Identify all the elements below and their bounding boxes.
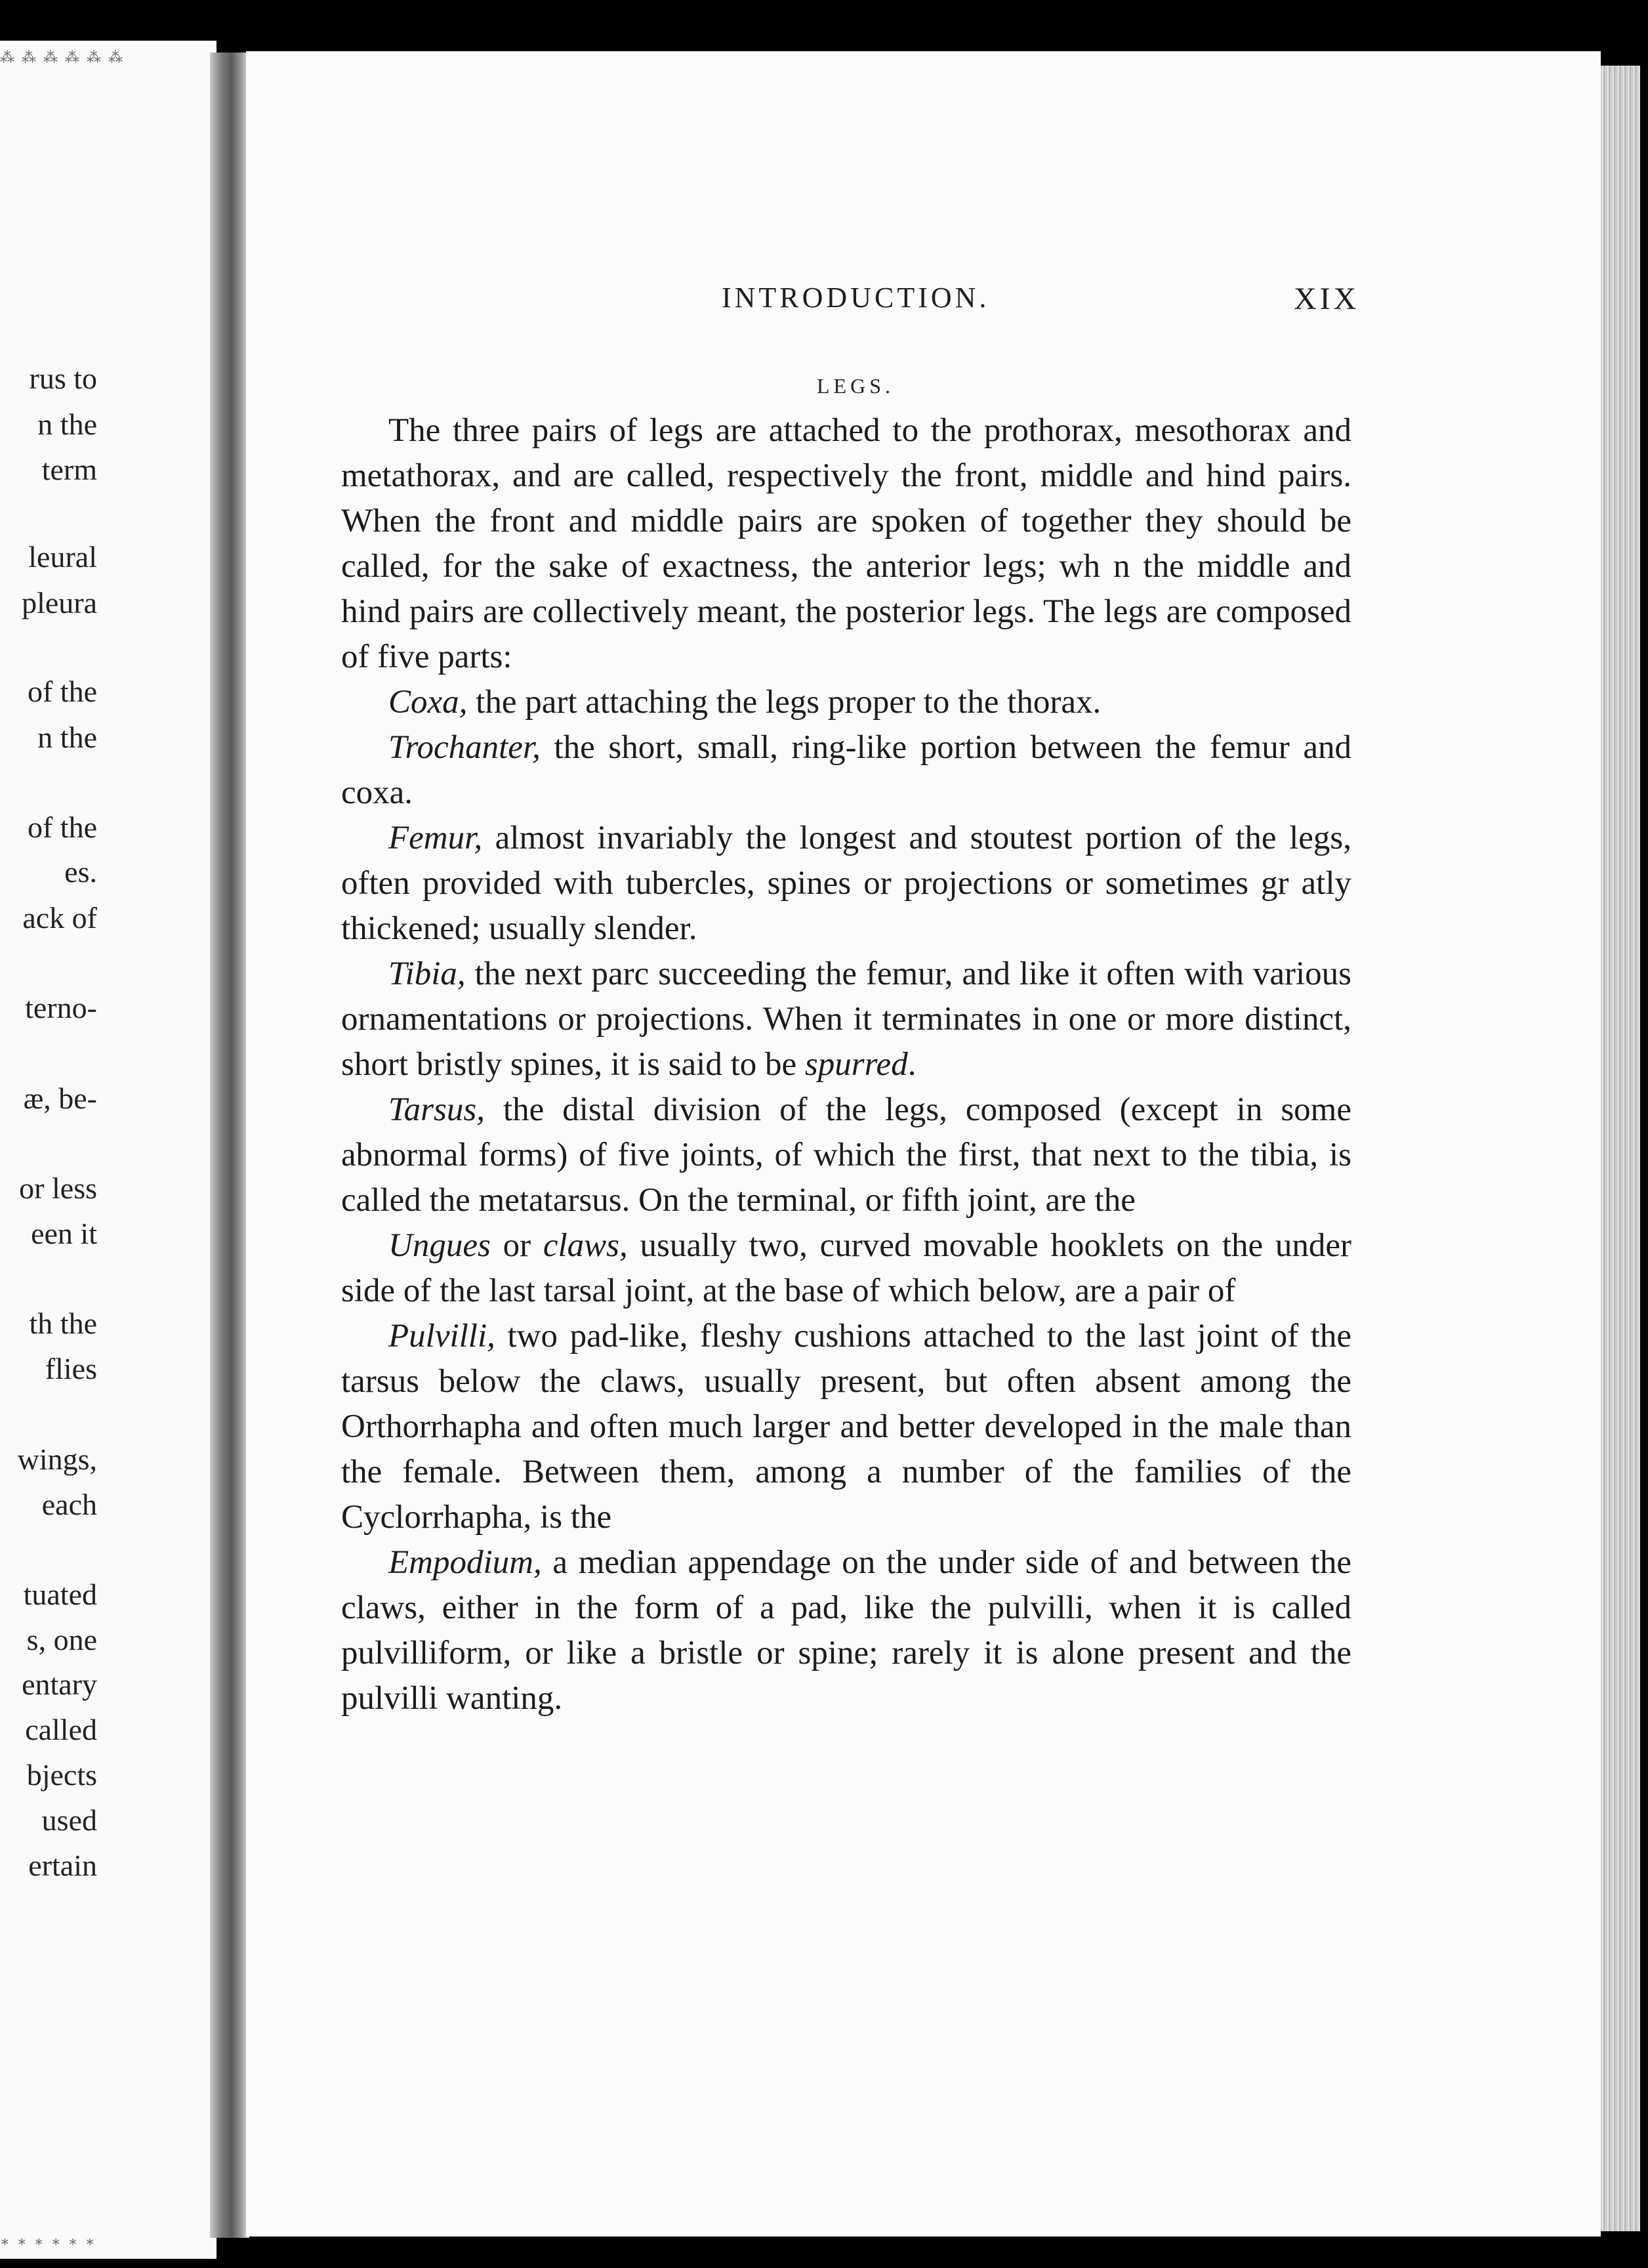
left-page-fragment: th the [29,1307,97,1340]
running-title: INTRODUCTION. [722,282,990,314]
paragraph-intro: The three pairs of legs are attached to the prothorax, mesothorax and metathorax, and are called, respectively the front, middle and hind pairs. When the front and middle pairs are spoken of together they should be called, for the sake of exactness, the anterior legs; wh n the middle and hind pairs are collectively meant, the posterior legs. The legs are composed of five parts: [341,412,1351,675]
book-gutter [210,52,249,2238]
left-page-fragment: s, one [26,1623,97,1656]
left-page-fragment: term [41,453,97,486]
left-page-fragment: wings, [17,1442,97,1476]
paragraph-tarsus [341,1087,1351,1223]
paragraph-ungues [341,1223,1351,1314]
left-page-fragment: n the [37,721,97,754]
term-tarsus: Tarsus, [388,1091,485,1128]
left-page-fragment: es. [64,855,97,889]
term-spurred: spurred [804,1046,908,1083]
conjunction-or: or [490,1227,543,1264]
definition-coxa: the part attaching the legs proper to the thorax. [467,684,1102,721]
term-femur: Femur, [388,820,483,856]
left-page-fragment: æ, be- [23,1082,97,1115]
left-page-fragment: n the [37,408,97,441]
left-page-fragment: pleura [22,586,97,620]
page-stack-edges [1601,66,1640,2231]
left-facing-page [0,41,216,2259]
term-trochanter: Trochanter, [388,729,541,766]
paragraph-femur [341,816,1351,952]
paragraph-pulvilli [341,1314,1351,1540]
term-claws: claws, [543,1227,628,1264]
body-text [341,408,1351,1721]
term-pulvilli: Pulvilli, [388,1318,495,1354]
left-page-fragment: rus to [29,362,97,395]
definition-ungues: usually two, curved movable hooklets on the under side of the last tarsal joint, at the base of which below, are a pair of [341,1227,1351,1309]
left-page-fragment: leural [28,540,97,574]
section-title: LEGS. [817,374,894,398]
definition-tibia-end: . [907,1046,917,1083]
paragraph-empodium [341,1540,1351,1721]
left-page-top-edge: ⁂ ⁂ ⁂ ⁂ ⁂ ⁂ [0,50,124,63]
left-page-fragment: ack of [22,901,97,934]
left-page-fragment: tuated [23,1578,97,1611]
definition-tarsus: the distal division of the legs, composed (except in some abnormal forms) of five joints, of which the first, that next to the tibia, is called the metatarsus. On the terminal, or fifth joint, are the [341,1091,1351,1219]
left-page-fragment: bjects [26,1758,97,1792]
left-page-fragment: of the [27,675,97,708]
left-page-bottom-edge: ∗ ∗ ∗ ∗ ∗ ∗ [0,2234,96,2247]
definition-tibia: the next parc succeeding the femur, and like it often with various ornamentations or projections. When it terminates in one or more distinct, short bristly spines, it is said to be [341,956,1351,1083]
left-page-fragment: terno- [25,991,97,1024]
definition-empodium: a median appendage on the under side of and between the claws, either in the form of a pad, like the pulvilli, when it is called pulvilliform, or like a bristle or spine; rarely it is alone present and the pulvilli wanting. [341,1544,1351,1717]
left-page-fragment: used [41,1803,97,1837]
paragraph-coxa [341,680,1351,725]
paragraph-trochanter [341,725,1351,816]
term-ungues: Ungues [388,1227,491,1264]
definition-trochanter: the short, small, ring-like portion between the femur and coxa. [341,729,1351,811]
left-page-fragment: entary [22,1668,97,1701]
left-page-fragment: each [41,1488,97,1521]
term-empodium: Empodium, [388,1544,542,1581]
term-tibia: Tibia, [388,956,466,992]
definition-pulvilli: two pad-like, fleshy cushions attached to the last joint of the tarsus below the claws, usually present, but often absent among the Orthorrhapha and often much larger and better developed in the male than the female. Between them, among a number of the families of the Cyclorrhapha, is the [341,1318,1351,1536]
left-page-fragment: called [25,1713,97,1746]
definition-femur: almost invariably the longest and stoutest portion of the legs, often provided with tubercles, spines or projections or sometimes gr atly thickened; usually slender. [341,820,1351,947]
left-page-fragment: of the [27,810,97,844]
term-coxa: Coxa, [388,684,468,721]
left-page-fragment: or less [19,1171,97,1205]
left-page-fragment: ertain [28,1849,97,1882]
left-page-fragment: een it [31,1217,97,1250]
paragraph-tibia [341,952,1351,1087]
page-number: XIX [1294,282,1360,316]
left-page-fragment: flies [45,1352,97,1385]
